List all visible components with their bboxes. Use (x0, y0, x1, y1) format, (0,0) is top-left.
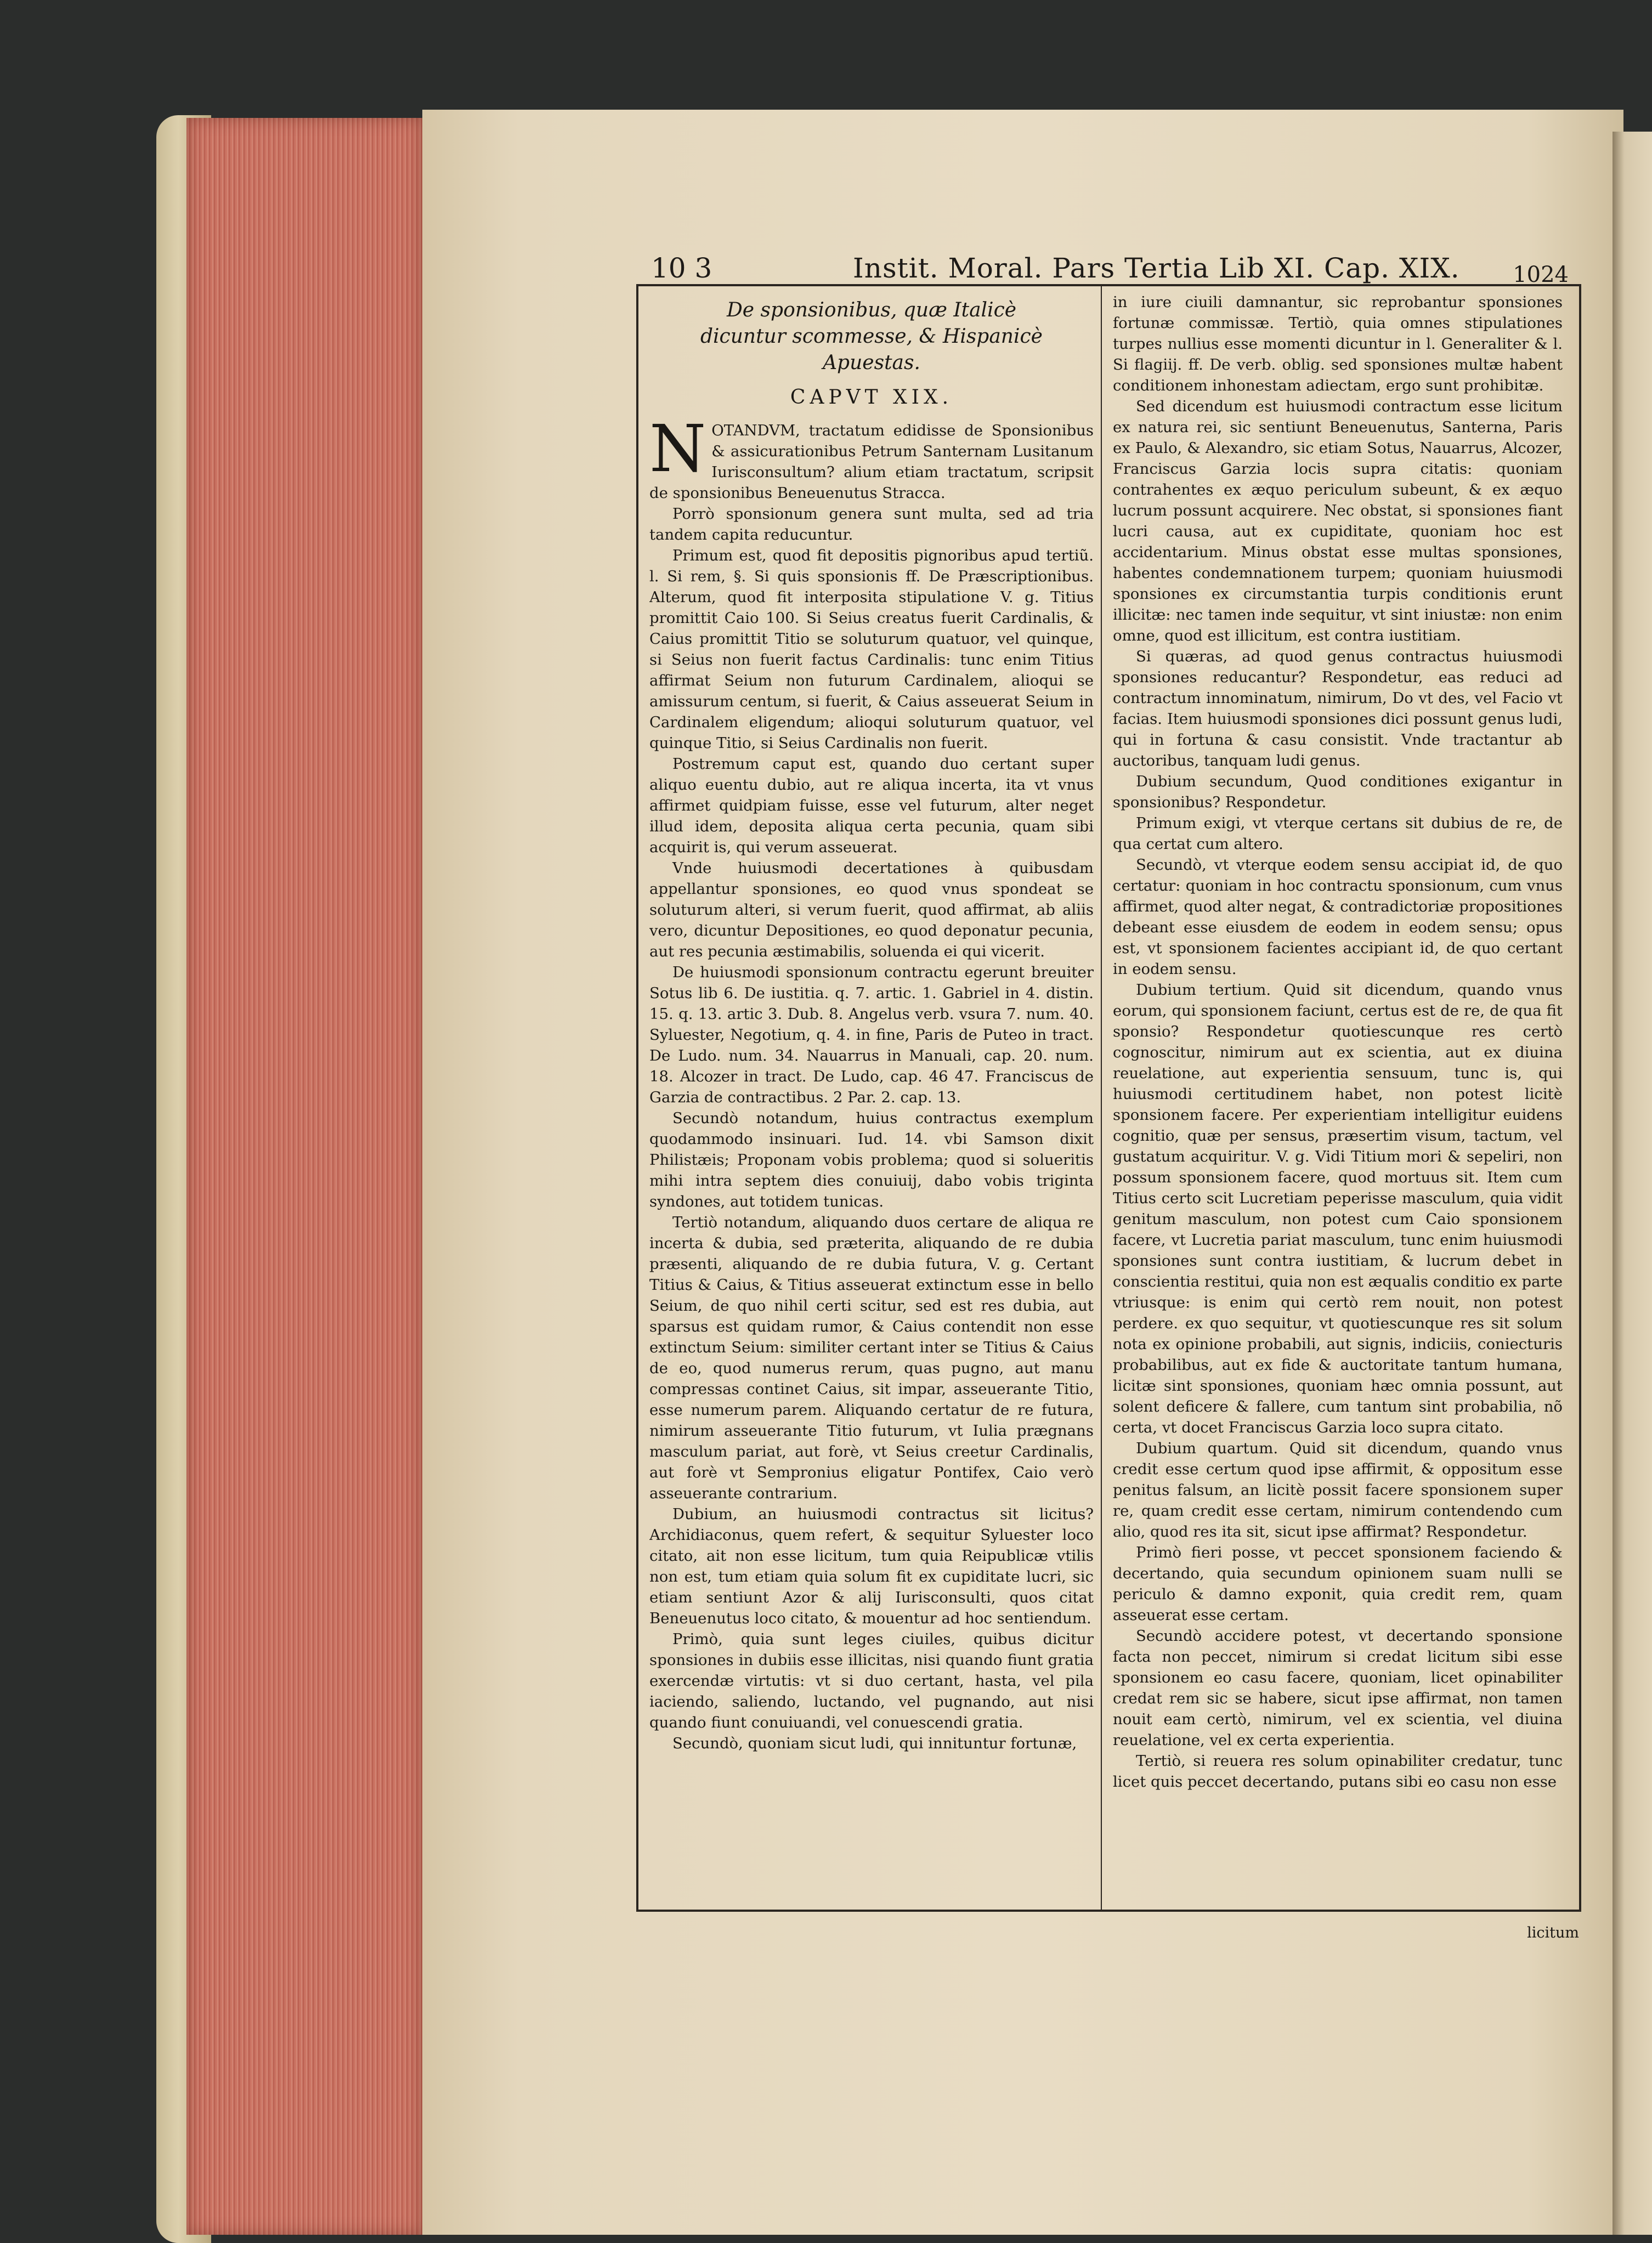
paragraph: NOTANDVM, tractatum edidisse de Sponsionibus & assicurationibus Petrum Santernam Lusitanum Iurisconsultum? alium etiam tractatum, scripsit de sponsionibus Beneuenutus Stracca. (649, 411, 1094, 502)
running-title: Instit. Moral. Pars Tertia Lib XI. Cap. XIX. (853, 252, 1460, 284)
paragraph: Secundò accidere potest, vt decertando sponsione facta non peccet, nimirum si credat licitum sibi esse sponsionem eo casu facere, quoniam, licet opinabiliter credat rem sic se habere, sicut ipse affirmat, non tamen nouit eam certò, nimirum, vel ex scientia, vel diuina reuelatione, vel ex certa experientia. (1113, 1627, 1563, 1749)
text-frame (636, 284, 1581, 1941)
paragraph: De huiusmodi sponsionum contractu egerunt breuiter Sotus lib 6. De iustitia. q. 7. artic. 1. Gabriel in 4. distin. 15. q. 13. artic 3. Dub. 8. Angelus verb. vsura 7. num. 40. Syluester, Negotium, q. 4. in fine, Paris de Puteo in tract. De Ludo. num. 34. Nauarrus in Manuali, cap. 20. num. 18. Alcozer in tract. De Ludo, cap. 46 47. Franciscus de Garzia de contractibus. 2 Par. 2. cap. 13. (649, 964, 1094, 1106)
paragraph: Dubium secundum, Quod conditiones exigantur in sponsionibus? Respondetur. (1113, 773, 1563, 811)
paragraph: Primum exigi, vt vterque certans sit dubius de re, de qua certat cum altero. (1113, 814, 1563, 853)
paragraph: Tertiò notandum, aliquando duos certare de aliqua re incerta & dubia, sed præterita, aliquando de re dubia præsenti, aliquando de re dubia futura, V. g. Certant Titius & Caius, & Titius asseuerat extinctum esse in bello Seium, de quo nihil certi scitur, sed est res dubia, aut sparsus est quidam rumor, & Caius contendit non esse extinctum Seium: similiter certant inter se Titius & Caius de eo, quod numerus rerum, quas pugno, aut manu compressas continet Caius, sit impar, asseuerante Titio, esse numerum parem. Aliquando certatur de re futura, nimirum asseuerante Titio futurum, vt Iulia prægnans masculum pariat, aut forè, vt Seius creetur Cardinalis, aut forè vt Sempronius eligatur Pontifex, Caio verò asseuerante contrarium. (649, 1214, 1094, 1502)
right-column (1113, 292, 1563, 1904)
paragraph: Postremum caput est, quando duo certant super aliquo euentu dubio, aut re aliqua incerta, ita vt vnus affirmet quidpiam fuisse, esse vel futurum, alter neget illud idem, deposita aliqua certa pecunia, quam sibi acquirit is, qui verum asseuerat. (649, 755, 1094, 856)
chapter-number: CAPVT XIX. (790, 386, 953, 409)
paragraph: Si quæras, ad quod genus contractus huiusmodi sponsiones reducantur? Respondetur, eas reduci ad contractum innominatum, nimirum, Do vt des, vel Facio vt facias. Item huiusmodi sponsiones dici possunt genus ludi, qui in fortuna & casu consistit. Vnde tractantur ab auctoribus, tanquam ludi genus. (1113, 648, 1563, 769)
paragraph: Secundò, vt vterque eodem sensu accipiat id, de quo certatur: quoniam in hoc contractu sponsionum, cum vnus affirmet, quod alter negat, & contradictoriæ propositiones debeant esse eiusdem de eodem in eodem sensu; opus est, vt sponsionem facientes accipiant id, de quo certant in eodem sensu. (1113, 856, 1563, 978)
paragraph: Tertiò, si reuera res solum opinabiliter credatur, tunc licet quis peccet decertando, putans sibi eo casu non esse (1113, 1752, 1563, 1791)
paragraph: Secundò notandum, huius contractus exemplum quodammodo insinuari. Iud. 14. vbi Samson dixit Philistæis; Proponam vobis problema; quod si solueritis mihi intra septem dies conuiuij, dabo vobis triginta syndones, aut totidem tunicas. (649, 1109, 1094, 1210)
red-page-edges (186, 118, 422, 2235)
paragraph: Primum est, quod fit depositis pignoribus apud tertiũ. l. Si rem, §. Si quis sponsionis ff. De Præscriptionibus. Alterum, quod fit interposita stipulatione V. g. Titius promittit Caio 100. Si Seius creatus fuerit Cardinalis, & Caius promittit Titio se soluturum quatuor, vel quinque, si Seius non fuerit factus Cardinalis: tunc enim Titius affirmat Seium non futurum Cardinalem, alioqui se amissurum centum, si fuerit, & Caius asseuerat Seium in Cardinalem eligendum; alioqui soluturum quatuor, vel quinque Titio, si Seius Cardinalis non fuerit. (649, 547, 1094, 752)
paragraph: Primò fieri posse, vt peccet sponsionem faciendo & decertando, quia secundum opinionem suam nulli se periculo & damno exponit, quia credit rem, quam asseuerat esse certam. (1113, 1544, 1563, 1624)
paragraph: Dubium, an huiusmodi contractus sit licitus? Archidiaconus, quem refert, & sequitur Syluester loco citato, ait non esse licitum, tum quia Reipublicæ vtilis non est, tum etiam quia solum fit ex cupiditate lucri, sic etiam sentiunt Azor & alij Iurisconsulti, quos citat Beneuenutus loco citato, & mouentur ad hoc sentiendum. (649, 1505, 1094, 1627)
paragraph: Sed dicendum est huiusmodi contractum esse licitum ex natura rei, sic sentiunt Beneuenutus, Santerna, Paris ex Paulo, & Alexandro, sic etiam Sotus, Nauarrus, Alcozer, Franciscus Garzia locis supra citatis: quoniam contrahentes ex æquo periculum subeunt, & ex æquo lucrum possunt acquirere. Nec obstat, si sponsiones fiant lucri causa, aut ex cupiditate, quoniam hoc est accidentarium. Minus obstat esse multas sponsiones, habentes condemnationem turpem; quoniam huiusmodi sponsiones ex circumstantia turpis conditionis erunt illicitæ: nec tamen inde sequitur, vt sint iniustæ: non enim omne, quod est illicitum, est contra iustitiam. (1113, 398, 1563, 644)
paragraph: Porrò sponsionum genera sunt multa, sed ad tria tandem capita reducuntur. (649, 505, 1094, 543)
chapter-heading: De sponsionibus, quæ Italicè dicuntur scommesse, & Hispanicè Apuestas. (700, 299, 1043, 374)
paragraph: Dubium quartum. Quid sit dicendum, quando vnus credit esse certum quod ipse affirmit, & oppositum esse penitus falsum, an licitè possit facere sponsionem super re, quam credit esse certam, nimirum contendendo cum alio, quod res ita sit, sicut ipse affirmat? Respondetur. (1113, 1440, 1563, 1540)
page-number-right: 1024 (1513, 262, 1569, 287)
paragraph: Dubium tertium. Quid sit dicendum, quando vnus eorum, qui sponsionem faciunt, certus est de re, de qua fit sponsio? Respondetur quotiescunque res certò cognoscitur, nimirum aut ex scientia, aut ex diuina reuelatione, aut experientia sensuum, tunc is, qui huiusmodi certitudinem habet, non potest licitè sponsionem facere. Per experientiam intelligitur euidens cognitio, quæ per sensus, præsertim visum, tactum, vel gustatum acquiritur. V. g. Vidi Titium mori & sepeliri, non possum sponsionem facere, quod mortuus sit. Item cum Titius certo scit Lucretiam peperisse masculum, quia vidit genitum masculum, non potest cum Caio sponsionem facere, vt Lucretia pariat masculum, tunc enim huiusmodi sponsiones sunt contra iustitiam, & lucrum debet in conscientia restitui, quia non est æqualis conditio ex parte vtriusque: is enim qui certò rem nouit, non potest perdere. ex quo sequitur, vt quotiescunque res sit solum nota ex opinione probabili, aut signis, indiciis, coniecturis probabilibus, aut ex fide & auctoritate tantum humana, licitæ sint sponsiones, quoniam hæc omnia possunt, aut solent deficere & fallere, cum tantum sint probabilia, nõ certa, vt docet Franciscus Garzia loco supra citato. (1113, 981, 1563, 1436)
catchword: licitum (1527, 1924, 1579, 1941)
left-column (649, 292, 1094, 1904)
drop-cap: N (649, 411, 706, 486)
paragraph: in iure ciuili damnantur, sic reprobantur sponsiones fortunæ commissæ. Tertiò, quia omnes stipulationes turpes nullius esse momenti dicuntur in l. Generaliter & l. Si flagiij. ff. De verb. oblig. sed sponsiones multæ habent conditionem inhonestam adiectam, ergo sunt prohibitæ. (1113, 293, 1563, 394)
paragraph: Secundò, quoniam sicut ludi, qui innituntur fortunæ, (672, 1735, 1077, 1752)
facing-page-edge (1613, 132, 1652, 2235)
paragraph: Vnde huiusmodi decertationes à quibusdam appellantur sponsiones, eo quod vnus spondeat se soluturum alteri, si verum fuerit, quod affirmat, ab aliis vero, dicuntur Depositiones, eo quod deponatur pecunia, aut res pecunia æstimabilis, soluenda ei qui vicerit. (649, 859, 1094, 960)
page-number-left: 10 3 (651, 252, 712, 284)
paragraph: Primò, quia sunt leges ciuiles, quibus dicitur sponsiones in dubiis esse illicitas, nisi quando fiunt gratia exercendæ virtutis: vt si duo certant, hasta, vel pila iaciendo, saliendo, luctando, vel pugnando, aut nisi quando fiunt conuiuandi, vel conuescendi gratia. (649, 1630, 1094, 1731)
